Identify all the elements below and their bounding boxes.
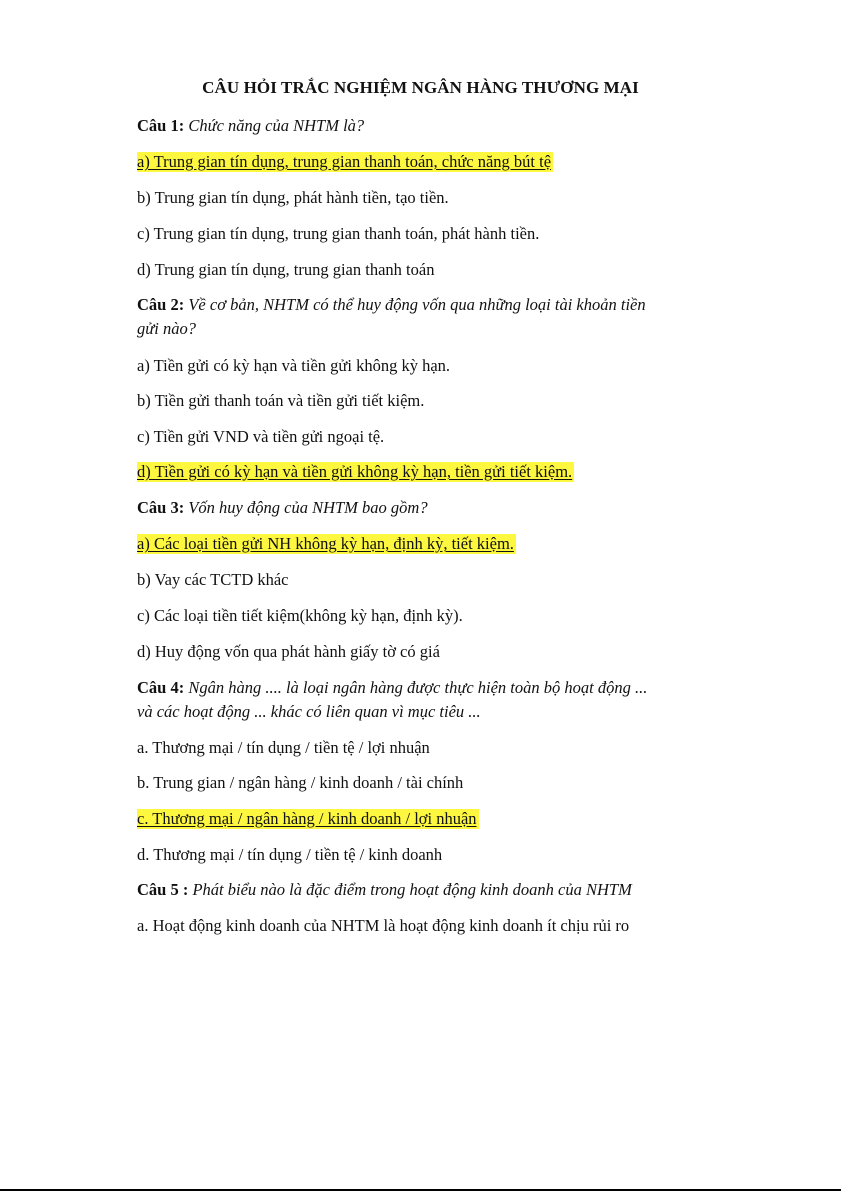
question-3 bbox=[137, 498, 428, 518]
question-4 bbox=[137, 678, 647, 698]
question-1-option-c: c) Trung gian tín dụng, trung gian thanh toán, phát hành tiền. bbox=[137, 224, 540, 243]
question-5-label: Câu 5 : bbox=[137, 880, 189, 899]
question-3-option-d: d) Huy động vốn qua phát hành giấy tờ có giá bbox=[137, 642, 440, 661]
question-2-option-c: c) Tiền gửi VND và tiền gửi ngoại tệ. bbox=[137, 427, 385, 446]
question-4-text-line-1: Ngân hàng .... là loại ngân hàng được thực hiện toàn bộ hoạt động ... bbox=[188, 678, 648, 697]
question-5 bbox=[137, 880, 632, 900]
answer-highlight: a) Các loại tiền gửi NH không kỳ hạn, định kỳ, tiết kiệm. bbox=[137, 534, 514, 553]
question-5-text: Phát biểu nào là đặc điểm trong hoạt động kinh doanh của NHTM bbox=[192, 880, 632, 899]
document-title: CÂU HỎI TRẮC NGHIỆM NGÂN HÀNG THƯƠNG MẠI bbox=[202, 78, 639, 97]
question-1-text: Chức năng của NHTM là? bbox=[188, 116, 365, 135]
question-5-option-a: a. Hoạt động kinh doanh của NHTM là hoạt động kinh doanh ít chịu rủi ro bbox=[137, 916, 630, 935]
question-2 bbox=[137, 295, 646, 315]
question-1-option-a bbox=[137, 152, 553, 172]
question-2-option-b: b) Tiền gửi thanh toán và tiền gửi tiết kiệm. bbox=[137, 391, 425, 410]
question-2-option-d bbox=[137, 462, 574, 482]
question-4-option-c bbox=[137, 809, 479, 829]
question-3-option-a bbox=[137, 534, 516, 554]
answer-highlight: a) Trung gian tín dụng, trung gian thanh toán, chức năng bút tệ bbox=[137, 152, 552, 171]
question-3-option-b: b) Vay các TCTD khác bbox=[137, 570, 289, 589]
question-2-label: Câu 2: bbox=[137, 295, 185, 314]
question-3-option-c: c) Các loại tiền tiết kiệm(không kỳ hạn, định kỳ). bbox=[137, 606, 463, 625]
question-2-text-line-1: Về cơ bản, NHTM có thể huy động vốn qua những loại tài khoản tiền bbox=[188, 295, 646, 314]
question-4-option-a: a. Thương mại / tín dụng / tiền tệ / lợi nhuận bbox=[137, 738, 430, 757]
question-3-label: Câu 3: bbox=[137, 498, 185, 517]
question-3-text: Vốn huy động của NHTM bao gồm? bbox=[188, 498, 428, 517]
question-1-label: Câu 1: bbox=[137, 116, 185, 135]
question-2-text-line-2: gửi nào? bbox=[137, 319, 196, 338]
question-4-option-d: d. Thương mại / tín dụng / tiền tệ / kinh doanh bbox=[137, 845, 443, 864]
question-1-option-d: d) Trung gian tín dụng, trung gian thanh toán bbox=[137, 260, 435, 279]
question-1 bbox=[137, 116, 364, 136]
question-4-option-b: b. Trung gian / ngân hàng / kinh doanh / tài chính bbox=[137, 773, 464, 792]
question-1-option-b: b) Trung gian tín dụng, phát hành tiền, tạo tiền. bbox=[137, 188, 449, 207]
question-4-text-line-2: và các hoạt động ... khác có liên quan vì mục tiêu ... bbox=[137, 702, 481, 721]
answer-highlight: d) Tiền gửi có kỳ hạn và tiền gửi không kỳ hạn, tiền gửi tiết kiệm. bbox=[137, 462, 573, 481]
answer-highlight: c. Thương mại / ngân hàng / kinh doanh / lợi nhuận bbox=[137, 809, 477, 828]
question-4-label: Câu 4: bbox=[137, 678, 185, 697]
question-2-option-a: a) Tiền gửi có kỳ hạn và tiền gửi không kỳ hạn. bbox=[137, 356, 451, 375]
